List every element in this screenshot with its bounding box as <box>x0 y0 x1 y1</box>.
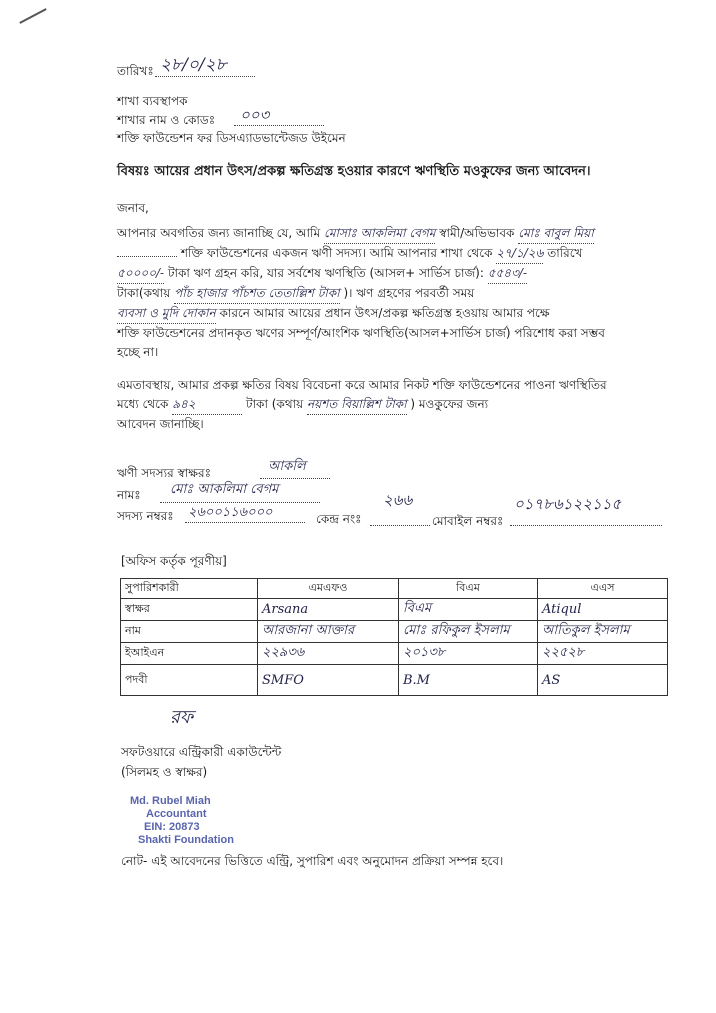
mobile-dots <box>510 525 662 526</box>
member-no-dots <box>185 522 305 523</box>
body1-text-4b: )। ঋণ গ্রহণের পরবর্তী সময় <box>343 286 475 300</box>
body2-text-1: এমতাবস্থায়, আমার প্রকল্প ক্ষতির বিষয় বিবেচনা করে আমার নিকট শক্তি ফাউন্ডেশনের পাওনা ঋণস্থিতির <box>117 378 607 392</box>
ein-cell: ২২৯৩৬ <box>262 645 305 660</box>
body1-text-2a: শক্তি ফাউন্ডেশনের একজন ঋণী সদস্য। আমি আপনার শাখা থেকে <box>180 246 493 260</box>
name-cell: আতিকুল ইসলাম <box>542 623 630 638</box>
member-signature-label: ঋণী সদস্যর স্বাক্ষরঃ <box>117 466 211 480</box>
date-value: ২৮/০/২৮ <box>160 55 227 75</box>
subject-line: বিষয়ঃ আয়ের প্রধান উৎস/প্রকল্প ক্ষতিগ্রস্ত হওয়ার কারণে ঋণস্থিতি মওকুফের জন্য আবেদন। <box>117 164 591 179</box>
office-use-label: [অফিস কর্তৃক পূরণীয়] <box>121 554 227 568</box>
signature-cell: বিএম <box>403 601 432 616</box>
waive-words-field: নয়শত বিয়াল্লিশ টাকা <box>307 395 407 415</box>
accountant-stamp <box>130 795 234 847</box>
signature-dots <box>260 478 330 479</box>
mobile-label: মোবাইল নম্বরঃ <box>432 514 504 528</box>
guardian-name-field: মোঃ বাবুল মিয়া <box>518 224 593 244</box>
body-paragraph-2 <box>117 376 677 434</box>
blank-dots <box>117 244 177 257</box>
ein-cell: ২২৫২৮ <box>542 645 585 660</box>
body1-text-4a: টাকা(কথায় <box>117 286 171 300</box>
loan-date-field: ২৭/১/২৬ <box>496 244 543 264</box>
member-no-label: সদস্য নম্বরঃ <box>117 509 174 523</box>
branch-label: শাখার নাম ও কোডঃ <box>117 113 216 127</box>
loan-amount-field: ৫০০০০/- <box>117 264 164 284</box>
body1-text-7: হচ্ছে না। <box>117 345 159 359</box>
table-row <box>121 621 668 643</box>
center-dots <box>370 525 430 526</box>
member-number: ২৬০০১১৬০০০ <box>188 505 273 520</box>
stamp-ein: EIN: 20873 <box>144 821 200 833</box>
body2-text-2a: মধ্যে থেকে <box>117 397 169 411</box>
salutation: জনাব, <box>117 201 149 215</box>
row-label: নাম <box>121 621 258 643</box>
row-label: ইআইএন <box>121 643 258 665</box>
header-cell: সুপারিশকারী <box>121 579 258 599</box>
table-row <box>121 599 668 621</box>
table-header-row <box>121 579 668 599</box>
member-name-label: নামঃ <box>117 488 141 502</box>
center-no-label: কেন্দ্র নংঃ <box>316 512 362 526</box>
mobile-number: ০১৭৮৬১২২১১৫ <box>514 495 622 513</box>
member-name-field: মোসাঃ আকলিমা বেগম <box>324 224 435 244</box>
header-cell: বিএম <box>399 579 538 599</box>
member-signature: আকলি <box>268 459 306 474</box>
recipient-title: শাখা ব্যবস্থাপক <box>117 94 188 108</box>
outstanding-words-field: পাঁচ হাজার পাঁচশত তেতাল্লিশ টাকা <box>174 284 340 304</box>
body1-text-1a: আপনার অবগতির জন্য জানাচ্ছি যে, আমি <box>117 226 321 240</box>
name-cell: মোঃ রফিকুল ইসলাম <box>403 623 510 638</box>
signature-cell: Atiqul <box>542 602 582 617</box>
reason-field: ব্যবসা ও মুদি দোকান <box>117 304 216 324</box>
body2-text-2b: টাকা (কথায় <box>246 397 304 411</box>
date-dots <box>155 76 255 77</box>
header-cell: এএস <box>538 579 668 599</box>
row-label: স্বাক্ষর <box>121 599 258 621</box>
table-row <box>121 643 668 665</box>
name-dots <box>160 502 320 503</box>
center-number: ২৬৬ <box>383 491 413 509</box>
stamp-org: Shakti Foundation <box>138 834 234 846</box>
body2-text-3: আবেদন জানাচ্ছি। <box>117 417 204 431</box>
body1-text-1b: স্বামী/অভিভাবক <box>439 226 515 240</box>
branch-dots <box>234 125 324 126</box>
designation-cell: B.M <box>403 672 430 688</box>
branch-code: ০০৩ <box>240 106 270 124</box>
body1-text-5b: কারনে আমার আয়ের প্রধান উৎস/প্রকল্প ক্ষতিগ্রস্ত হওয়ায় আমার পক্ষে <box>219 306 550 320</box>
accountant-initials: রফ <box>170 707 194 728</box>
pen-mark <box>19 8 46 24</box>
footer-note: নোট- এই আবেদনের ভিত্তিতে এন্ট্রি, সুপারিশ এবং অনুমোদন প্রক্রিয়া সম্পন্ন হবে। <box>121 854 504 868</box>
table-row <box>121 665 668 696</box>
designation-cell: AS <box>542 672 561 688</box>
waive-amount-field: ৯৪২ <box>172 395 242 415</box>
stamp-title: Accountant <box>146 808 207 820</box>
name-cell: আরজানা আক্তার <box>262 623 355 638</box>
outstanding-field: ৫৫৪৩/- <box>488 264 527 284</box>
seal-signature-label: (সিলমহ ও স্বাক্ষর) <box>121 765 208 779</box>
organization-name: শক্তি ফাউন্ডেশন ফর ডিসএ্যাডভান্টেজড উইমেন <box>117 131 346 145</box>
body1-text-3a: টাকা ঋণ গ্রহন করি, যার সর্বশেষ ঋণস্থিতি (আসল+ সার্ভিস চার্জ): <box>167 266 484 280</box>
body2-text-2c: ) মওকুফের জন্য <box>410 397 489 411</box>
body-paragraph-1 <box>117 224 677 362</box>
body1-text-6: শক্তি ফাউন্ডেশনের প্রদানকৃত ঋণের সম্পূর্ণ/আংশিক ঋণস্থিতি(আসল+সার্ভিস চার্জ) পরিশোধ করা সম্ভব <box>117 326 605 340</box>
member-name: মোঃ আকলিমা বেগম <box>170 482 279 497</box>
body1-text-2b: তারিখে <box>547 246 583 260</box>
designation-cell: SMFO <box>262 672 304 688</box>
stamp-name: Md. Rubel Miah <box>130 795 211 807</box>
ein-cell: ২০১৩৮ <box>403 645 446 660</box>
software-entry-label: সফটওয়ারে এন্ট্রিকারী একাউন্টেন্ট <box>121 745 282 759</box>
header-cell: এমএফও <box>258 579 399 599</box>
signature-cell: Arsana <box>262 602 309 617</box>
row-label: পদবী <box>121 665 258 696</box>
date-label: তারিখঃ <box>117 64 154 78</box>
recommendation-table <box>120 578 668 696</box>
